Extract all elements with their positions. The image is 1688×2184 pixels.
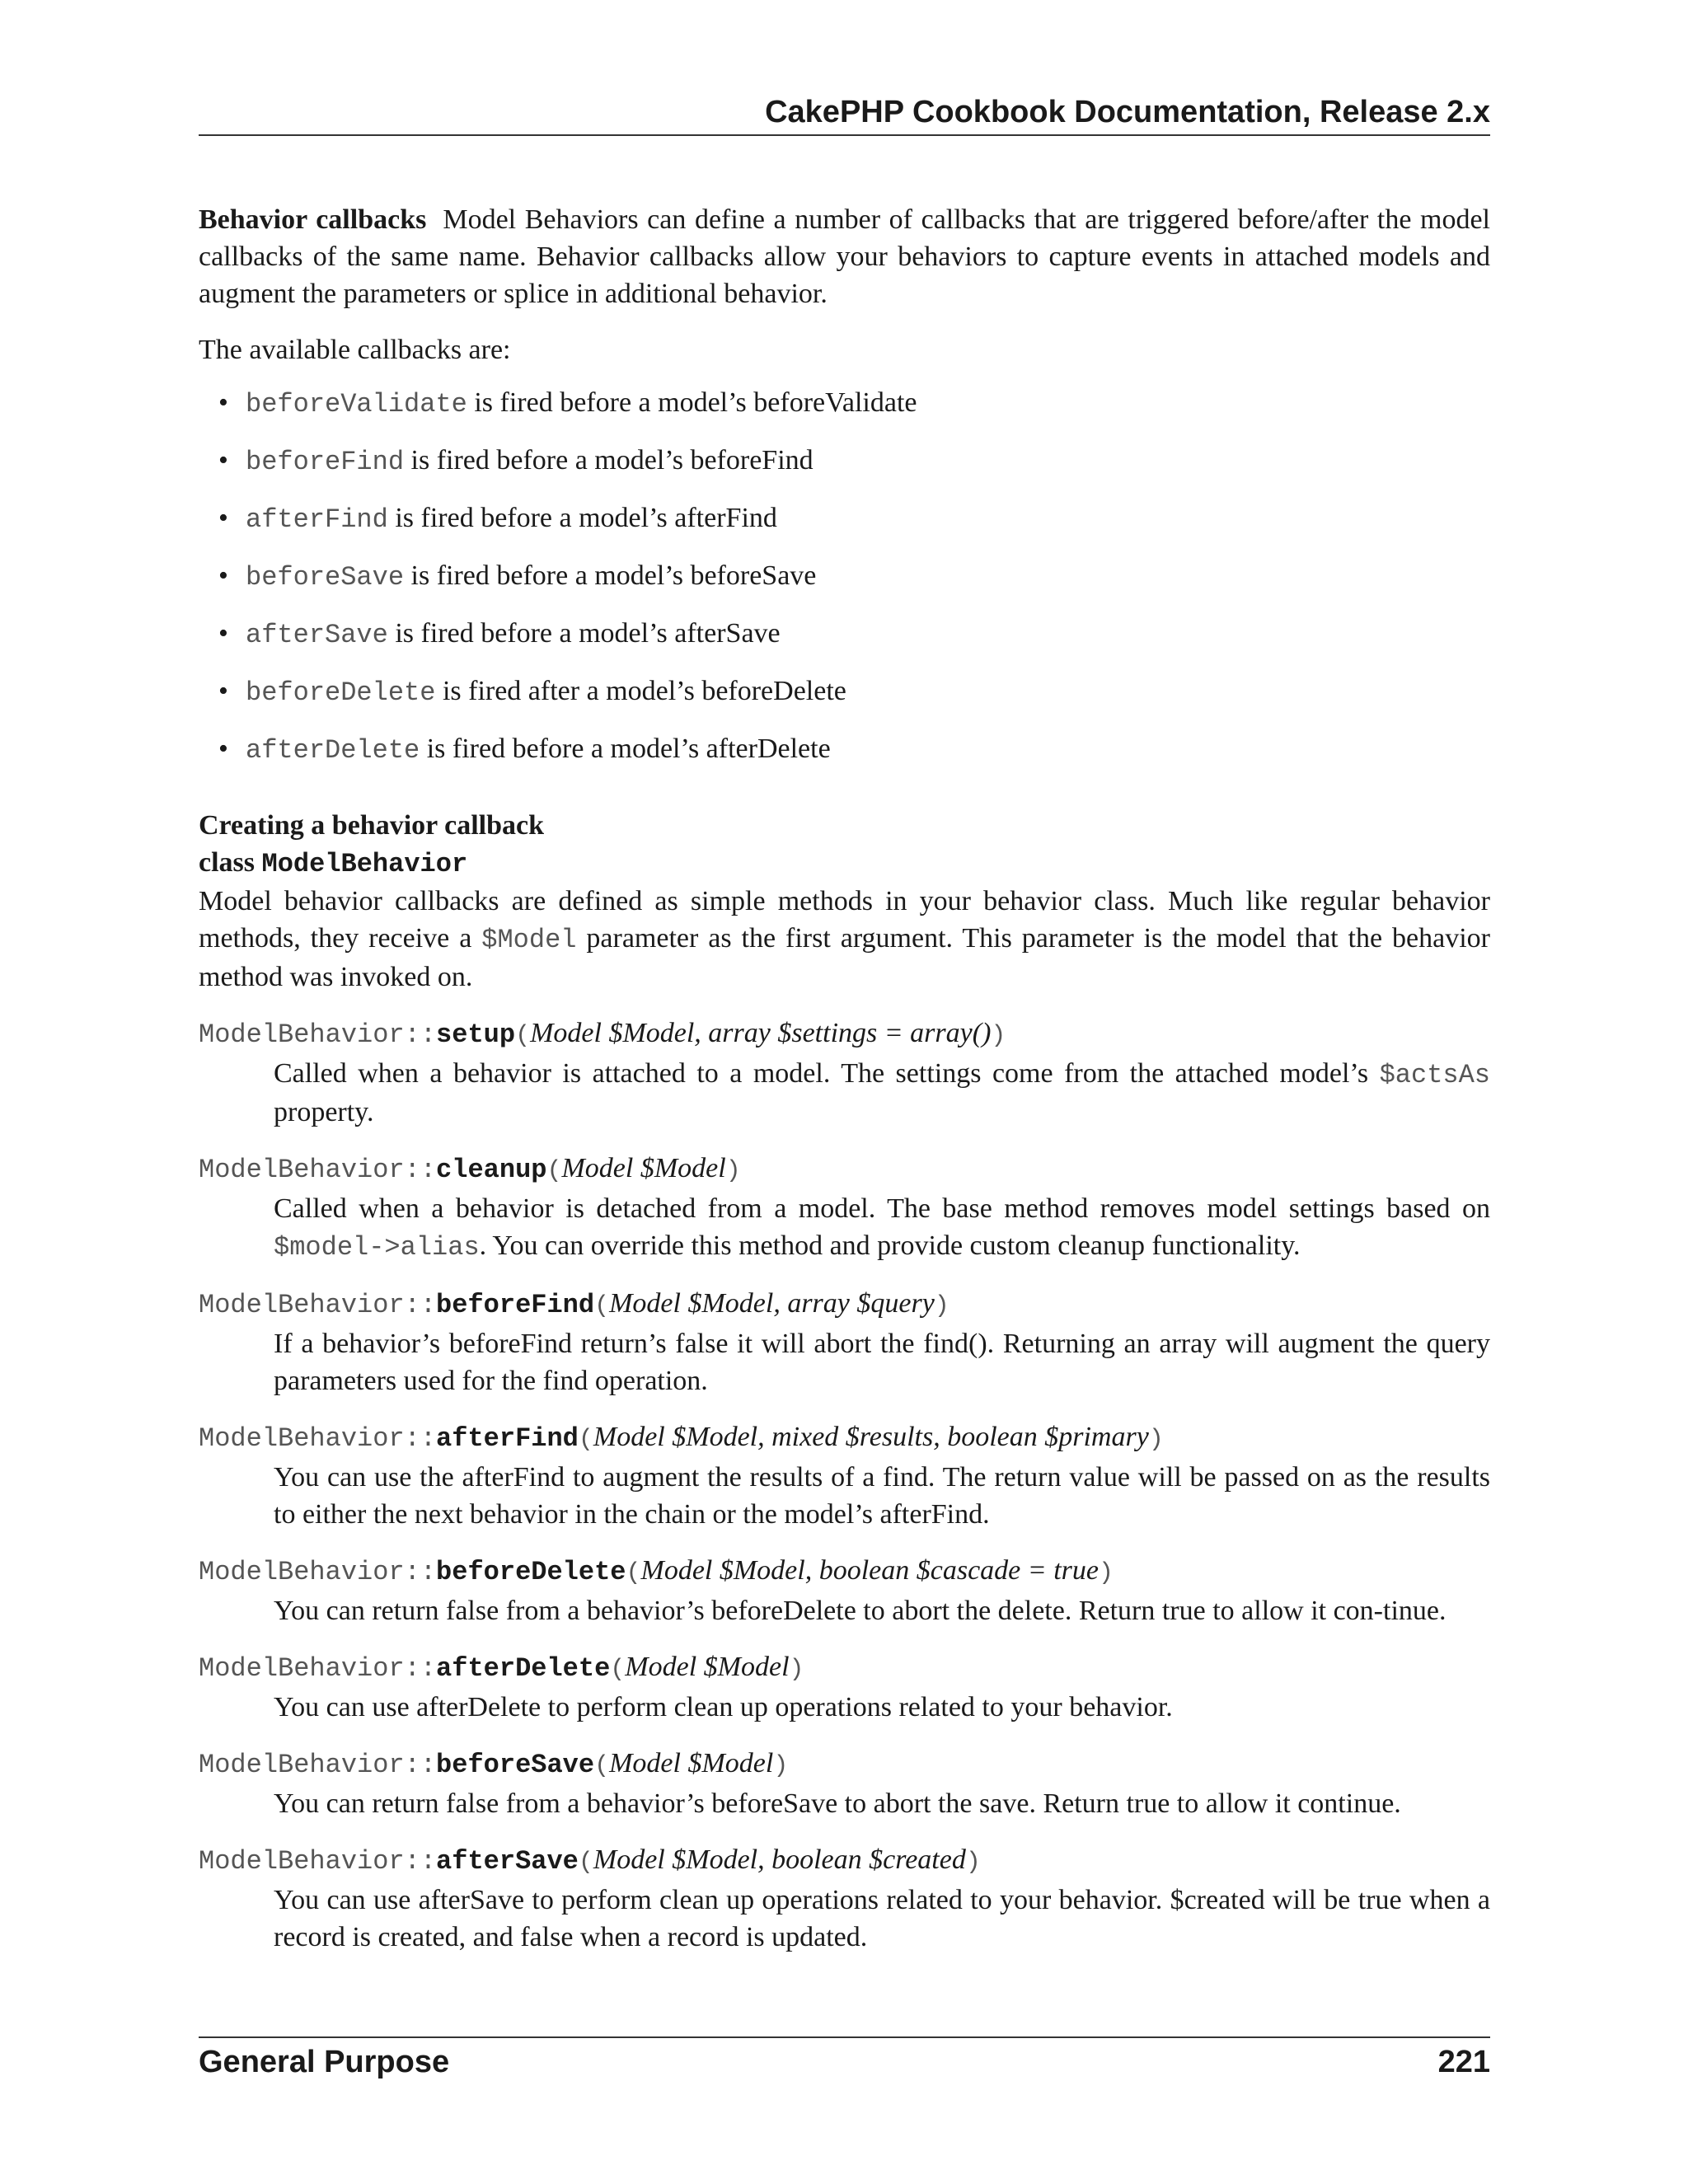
method-description xyxy=(274,1055,1490,1131)
callback-code: afterSave xyxy=(246,620,388,650)
method-name: cleanup xyxy=(436,1155,547,1185)
callback-text: is fired before a model’s beforeSave xyxy=(404,560,817,591)
section-title: Creating a behavior callback xyxy=(199,810,545,841)
method-name: afterSave xyxy=(436,1846,579,1877)
paren-close: ) xyxy=(965,1849,981,1877)
method-description: If a behavior’s beforeFind return’s false it will abort the find(). Returning an array will augment the query parameters used for the find operation. xyxy=(274,1329,1490,1396)
list-item xyxy=(218,730,1490,769)
class-keyword: class xyxy=(199,847,255,878)
method-description: You can return false from a behavior’s beforeSave to abort the save. Return true to allow it continue. xyxy=(274,1788,1401,1819)
footer-section: General Purpose xyxy=(199,2045,450,2079)
method-description: You can use the afterFind to augment the results of a find. The return value will be passed on as the results to either the next behavior in the chain or the model’s afterFind. xyxy=(274,1462,1490,1530)
bullet: • xyxy=(218,618,228,649)
paren-close: ) xyxy=(991,1022,1006,1050)
callback-code: beforeSave xyxy=(246,562,405,593)
running-header: CakePHP Cookbook Documentation, Release 2.x xyxy=(765,95,1490,129)
method-signature xyxy=(199,1745,1490,1785)
callback-text: is fired before a model’s beforeFind xyxy=(404,445,814,476)
bullet: • xyxy=(218,733,228,764)
method-params: Model $Model, array $settings = array() xyxy=(530,1018,992,1048)
method-name: beforeFind xyxy=(436,1290,595,1320)
bullet: • xyxy=(218,503,228,533)
method-params: Model $Model, boolean $created xyxy=(593,1844,966,1875)
paren-open: ( xyxy=(515,1022,531,1050)
method-entry xyxy=(199,1552,1490,1629)
paren-open: ( xyxy=(546,1157,562,1185)
callback-code: beforeValidate xyxy=(246,389,467,419)
method-entry xyxy=(199,1745,1490,1822)
callback-text: is fired before a model’s beforeValidate xyxy=(467,387,917,418)
method-entry xyxy=(199,1648,1490,1726)
method-description: You can use afterDelete to perform clean up operations related to your behavior. xyxy=(274,1692,1173,1722)
class-description-text: parameter as the first argument. This parameter is the model that the behavior method was invoked on. xyxy=(199,923,1490,992)
paren-open: ( xyxy=(578,1426,593,1454)
method-name: afterDelete xyxy=(436,1653,611,1684)
callback-code: beforeFind xyxy=(246,447,405,477)
bullet: • xyxy=(218,560,228,591)
list-item xyxy=(218,442,1490,480)
page-number: 221 xyxy=(1437,2045,1490,2079)
callback-text: is fired before a model’s afterSave xyxy=(387,618,781,649)
paren-close: ) xyxy=(1148,1426,1164,1454)
paren-open: ( xyxy=(594,1752,610,1780)
method-signature xyxy=(199,1150,1490,1190)
page-footer xyxy=(199,2042,1490,2082)
method-entry xyxy=(199,1841,1490,1956)
method-entry xyxy=(199,1418,1490,1533)
callback-code: afterFind xyxy=(246,504,388,535)
method-params: Model $Model, array $query xyxy=(609,1288,935,1319)
page-content xyxy=(199,201,1490,1956)
list-item xyxy=(218,673,1490,711)
footer-rule xyxy=(199,2036,1490,2038)
method-name: beforeDelete xyxy=(436,1557,626,1587)
method-entry xyxy=(199,1285,1490,1399)
inline-code: $actsAs xyxy=(1379,1060,1490,1090)
inline-code: $model->alias xyxy=(274,1232,480,1263)
class-description xyxy=(199,883,1490,996)
paren-close: ) xyxy=(789,1656,804,1684)
class-description-text: Model behavior callbacks are defined as simple methods in your behavior class. Much like regular behavior methods, they receive a xyxy=(199,886,1490,954)
document-page xyxy=(199,0,1490,2184)
method-name: afterFind xyxy=(436,1423,579,1454)
header-rule xyxy=(199,134,1490,136)
method-params: Model $Model xyxy=(625,1652,790,1682)
method-signature xyxy=(199,1285,1490,1325)
callback-text: is fired after a model’s beforeDelete xyxy=(435,676,846,706)
method-class: ModelBehavior:: xyxy=(199,1290,437,1320)
bullet: • xyxy=(218,445,228,476)
bullet: • xyxy=(218,676,228,706)
method-params: Model $Model, boolean $cascade = true xyxy=(640,1555,1099,1586)
method-class: ModelBehavior:: xyxy=(199,1653,437,1684)
method-params: Model $Model xyxy=(561,1153,726,1183)
method-description: You can use afterSave to perform clean up operations related to your behavior. $created will be true when a record is created, and false when a record is updated. xyxy=(274,1885,1490,1952)
method-signature xyxy=(199,1648,1490,1689)
list-item xyxy=(218,557,1490,596)
callback-text: is fired before a model’s afterDelete xyxy=(420,733,831,764)
class-declaration xyxy=(199,844,1490,883)
method-signature xyxy=(199,1015,1490,1055)
method-entry xyxy=(199,1015,1490,1131)
paren-open: ( xyxy=(626,1559,641,1587)
method-name: beforeSave xyxy=(436,1750,595,1780)
method-description xyxy=(274,1190,1490,1266)
method-description-text: . You can override this method and provide custom cleanup functionality. xyxy=(479,1230,1301,1261)
method-class: ModelBehavior:: xyxy=(199,1750,437,1780)
method-class: ModelBehavior:: xyxy=(199,1423,437,1454)
intro-paragraph xyxy=(199,201,1490,312)
method-description-text: Called when a behavior is attached to a model. The settings come from the attached model’s xyxy=(274,1058,1380,1089)
method-entry xyxy=(199,1150,1490,1266)
method-signature xyxy=(199,1418,1490,1459)
method-class: ModelBehavior:: xyxy=(199,1155,437,1185)
paren-open: ( xyxy=(594,1292,610,1320)
method-params: Model $Model, mixed $results, boolean $primary xyxy=(593,1422,1149,1452)
method-signature xyxy=(199,1841,1490,1882)
method-class: ModelBehavior:: xyxy=(199,1846,437,1877)
method-signature xyxy=(199,1552,1490,1592)
method-params: Model $Model xyxy=(609,1748,774,1779)
inline-code: $Model xyxy=(481,925,577,955)
callback-code: afterDelete xyxy=(246,735,420,766)
callback-code: beforeDelete xyxy=(246,677,436,708)
class-name: ModelBehavior xyxy=(261,849,468,879)
callback-list xyxy=(199,384,1490,769)
list-item xyxy=(218,384,1490,423)
paren-open: ( xyxy=(578,1849,593,1877)
paren-open: ( xyxy=(610,1656,626,1684)
intro-text: Model Behaviors can define a number of callbacks that are triggered before/after the model callbacks of the same name. Behavior callbacks allow your behaviors to capture events in attached models and augment the parameters or splice in additional behavior. xyxy=(199,204,1490,309)
paren-close: ) xyxy=(934,1292,950,1320)
paren-close: ) xyxy=(725,1157,741,1185)
method-class: ModelBehavior:: xyxy=(199,1019,437,1050)
callback-text: is fired before a model’s afterFind xyxy=(387,503,777,533)
creating-callback-section xyxy=(199,807,1490,996)
method-description-text: property. xyxy=(274,1097,374,1127)
method-class: ModelBehavior:: xyxy=(199,1557,437,1587)
bullet: • xyxy=(218,387,228,418)
method-description-text: Called when a behavior is detached from a model. The base method removes model settings based on xyxy=(274,1193,1490,1224)
paren-close: ) xyxy=(773,1752,789,1780)
list-item xyxy=(218,615,1490,654)
available-callbacks-text: The available callbacks are: xyxy=(199,335,511,365)
method-description: You can return false from a behavior’s beforeDelete to abort the delete. Return true to allow it con-tinue. xyxy=(274,1596,1447,1626)
list-item xyxy=(218,499,1490,538)
paren-close: ) xyxy=(1098,1559,1114,1587)
intro-term: Behavior callbacks xyxy=(199,204,427,235)
method-name: setup xyxy=(436,1019,516,1050)
